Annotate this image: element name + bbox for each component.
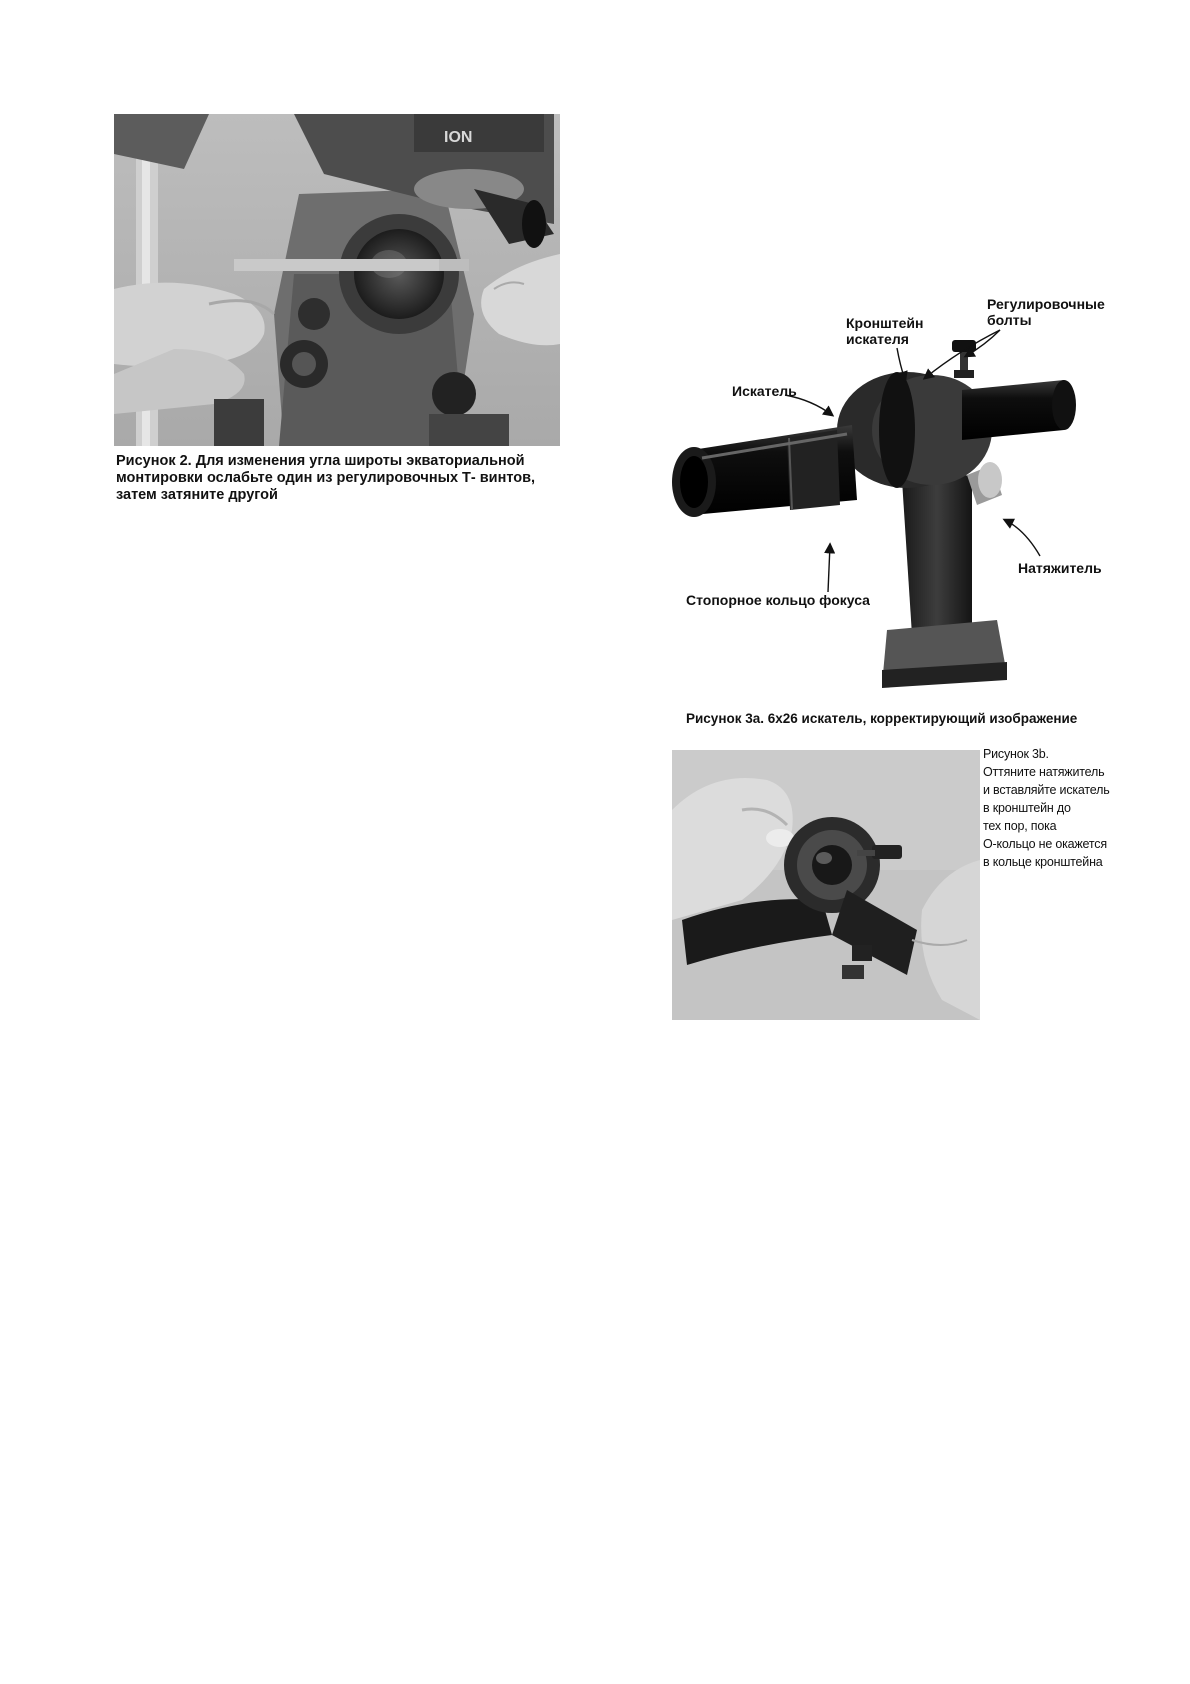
figure2-photo [114, 114, 560, 446]
label-finder: Искатель [732, 383, 797, 399]
label-tensioner: Натяжитель [1018, 560, 1102, 576]
label-adjust-bolts: Регулировочные болты [987, 296, 1105, 328]
label-focus-ring: Стопорное кольцо фокуса [686, 592, 870, 608]
figure3a-caption: Рисунок 3a. 6x26 искатель, корректирующий изображение [686, 711, 1078, 726]
figure3b-photo [672, 750, 980, 1020]
label-bracket: Кронштейн искателя [846, 315, 924, 347]
figure2-caption: Рисунок 2. Для изменения угла широты экваториальной монтировки ослабьте один из регулировочных Т- винтов, затем затяните другой [116, 453, 536, 503]
brand-text: ION [444, 129, 473, 146]
figure3b-caption: Рисунок 3b. Оттяните натяжитель и вставляйте искатель в кронштейн до тех пор, пока О-кольцо не окажется в кольце кронштейна [983, 747, 1110, 869]
